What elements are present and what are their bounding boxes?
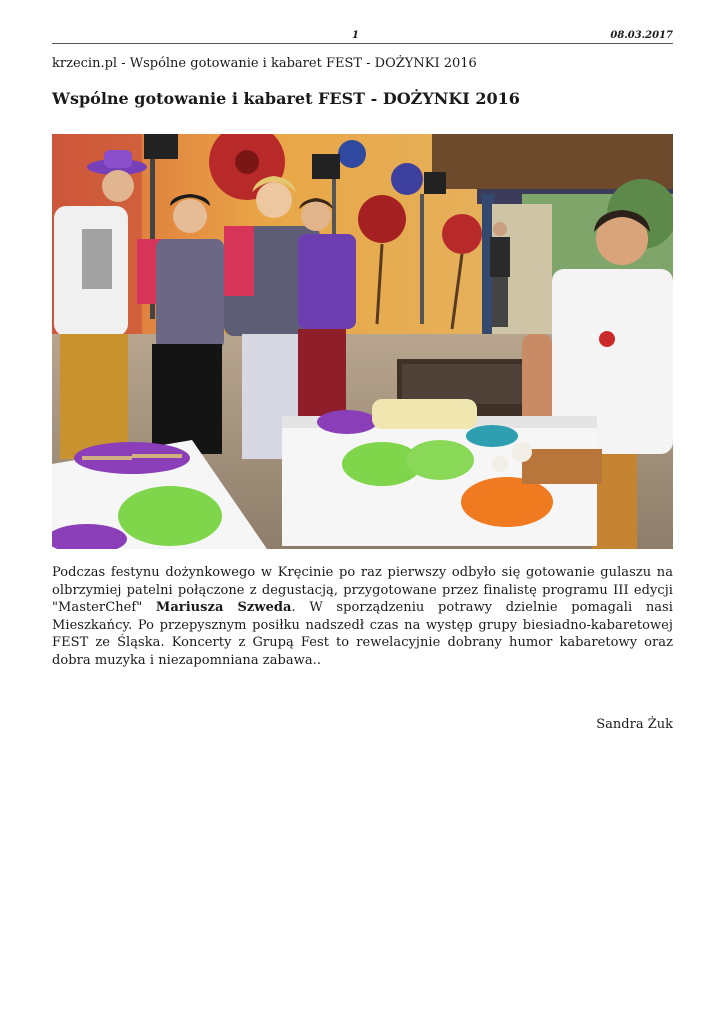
header-divider xyxy=(52,43,673,44)
page-header xyxy=(52,28,673,43)
chef-name: Mariusza Szweda xyxy=(155,600,292,616)
article-body xyxy=(52,564,673,670)
article-title: Wspólne gotowanie i kabaret FEST - DOŻYNKI 2016 xyxy=(52,89,520,108)
article-author: Sandra Żuk xyxy=(596,716,673,732)
source-line: krzecin.pl - Wspólne gotowanie i kabaret FEST - DOŻYNKI 2016 xyxy=(52,56,477,71)
document-page xyxy=(52,28,673,733)
table-right xyxy=(282,399,602,546)
body-text-before-name: Podczas festynu dożynkowego w Kręcinie po raz pierwszy odbyło się gotowanie gulaszu na olbrzymiej patelni połączone z degustacją, przygotowane przez finalistę programu III edycji "MasterChef" xyxy=(52,565,673,616)
body-text-after-name: . W sporządzeniu potrawy dzielnie pomagali nasi Mieszkańcy. Po przepysznym posiłku nadszedł czas na występ grupy biesiadno-kabaretowej FEST ze Śląska. Koncerty z Grupą Fest to rewelacyjnie dobrany humor kabaretowy oraz dobra muzyka i niezapomniana zabawa.. xyxy=(52,600,673,668)
print-date: 08.03.2017 xyxy=(610,30,673,41)
article-photo xyxy=(52,134,673,549)
page-number: 1 xyxy=(352,30,359,41)
person-background xyxy=(490,222,510,327)
